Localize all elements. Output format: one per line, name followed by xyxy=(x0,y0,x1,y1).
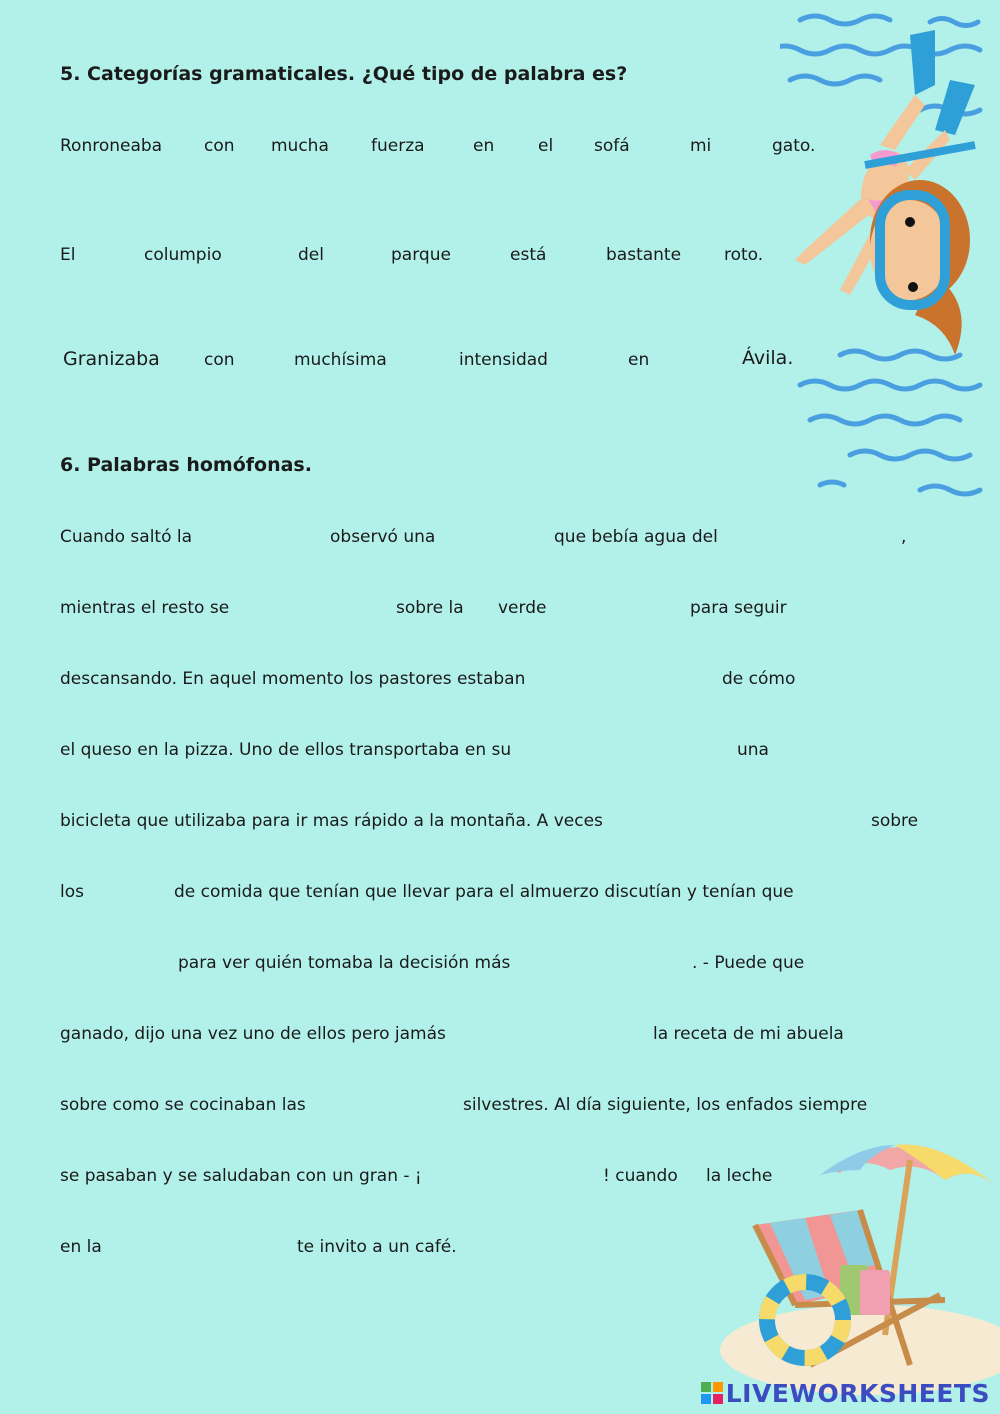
word[interactable]: del xyxy=(298,245,324,265)
answer-blank[interactable] xyxy=(205,526,323,550)
text-fragment: silvestres. Al día siguiente, los enfados siempre xyxy=(463,1095,868,1115)
text-fragment: ganado, dijo una vez uno de ellos pero jamás xyxy=(60,1024,446,1044)
answer-blank[interactable] xyxy=(728,526,898,550)
answer-blank[interactable] xyxy=(542,739,730,763)
word[interactable]: en xyxy=(628,350,650,370)
text-fragment: los xyxy=(60,882,84,902)
word[interactable]: fuerza xyxy=(371,136,425,156)
text-fragment: sobre como se cocinaban las xyxy=(60,1095,306,1115)
text-fragment: bicicleta que utilizaba para ir mas rápido a la montaña. A veces xyxy=(60,811,603,831)
text-fragment: observó una xyxy=(330,527,436,547)
text-fragment: sobre xyxy=(871,811,919,831)
answer-blank[interactable] xyxy=(466,1023,646,1047)
text-fragment: la receta de mi abuela xyxy=(653,1024,844,1044)
answer-blank[interactable] xyxy=(542,668,714,692)
answer-blank[interactable] xyxy=(110,1236,290,1260)
text-fragment: Cuando saltó la xyxy=(60,527,193,547)
answer-blank[interactable] xyxy=(530,952,688,976)
text-fragment: la leche xyxy=(706,1166,773,1186)
text-fragment: , xyxy=(901,527,907,547)
logo-badge-icon xyxy=(701,1382,723,1404)
text-fragment: para seguir xyxy=(690,598,787,618)
word[interactable]: sofá xyxy=(594,136,630,156)
text-fragment: verde xyxy=(498,598,547,618)
answer-blank[interactable] xyxy=(88,881,168,905)
word[interactable]: Ronroneaba xyxy=(60,136,163,156)
word[interactable]: bastante xyxy=(606,245,682,265)
word[interactable]: en xyxy=(473,136,495,156)
answer-blank[interactable] xyxy=(318,1094,456,1118)
word[interactable]: El xyxy=(60,245,76,265)
answer-blank[interactable] xyxy=(448,1165,598,1189)
word[interactable]: mucha xyxy=(271,136,329,156)
section-6-title: 6. Palabras homófonas. xyxy=(60,454,312,476)
word[interactable]: mi xyxy=(690,136,712,156)
word[interactable]: parque xyxy=(391,245,451,265)
word[interactable]: con xyxy=(204,136,235,156)
word[interactable]: columpio xyxy=(144,245,222,265)
text-fragment: ! cuando xyxy=(603,1166,678,1186)
text-fragment: el queso en la pizza. Uno de ellos transportaba en su xyxy=(60,740,512,760)
text-fragment: te invito a un café. xyxy=(297,1237,457,1257)
text-fragment: una xyxy=(737,740,769,760)
answer-blank[interactable] xyxy=(805,668,955,692)
text-fragment: . - Puede que xyxy=(692,953,805,973)
text-fragment: sobre la xyxy=(396,598,464,618)
word[interactable]: roto. xyxy=(724,245,764,265)
text-fragment: mientras el resto se xyxy=(60,598,230,618)
text-fragment: se pasaban y se saludaban con un gran - ¡ xyxy=(60,1166,422,1186)
word[interactable]: muchísima xyxy=(294,350,387,370)
word[interactable]: Ávila. xyxy=(742,347,794,369)
liveworksheets-logo[interactable] xyxy=(701,1379,990,1408)
text-fragment: en la xyxy=(60,1237,102,1257)
word[interactable]: con xyxy=(204,350,235,370)
answer-blank[interactable] xyxy=(555,597,683,621)
answer-blank[interactable] xyxy=(60,952,170,976)
word[interactable]: está xyxy=(510,245,547,265)
answer-blank[interactable] xyxy=(645,810,863,834)
word[interactable]: intensidad xyxy=(459,350,548,370)
logo-text: LIVEWORKSHEETS xyxy=(725,1379,990,1408)
answer-blank[interactable] xyxy=(245,597,390,621)
text-fragment: para ver quién tomaba la decisión más xyxy=(178,953,511,973)
word[interactable]: el xyxy=(538,136,554,156)
answer-blank[interactable] xyxy=(443,526,548,550)
section-5-title: 5. Categorías gramaticales. ¿Qué tipo de palabra es? xyxy=(60,63,628,85)
text-fragment: de comida que tenían que llevar para el almuerzo discutían y tenían que xyxy=(174,882,794,902)
text-fragment: de cómo xyxy=(722,669,796,689)
diver-girl-illustration xyxy=(785,25,995,365)
word[interactable]: Granizaba xyxy=(63,348,160,370)
text-fragment: que bebía agua del xyxy=(554,527,718,547)
word[interactable]: gato. xyxy=(772,136,816,156)
text-fragment: descansando. En aquel momento los pastores estaban xyxy=(60,669,526,689)
